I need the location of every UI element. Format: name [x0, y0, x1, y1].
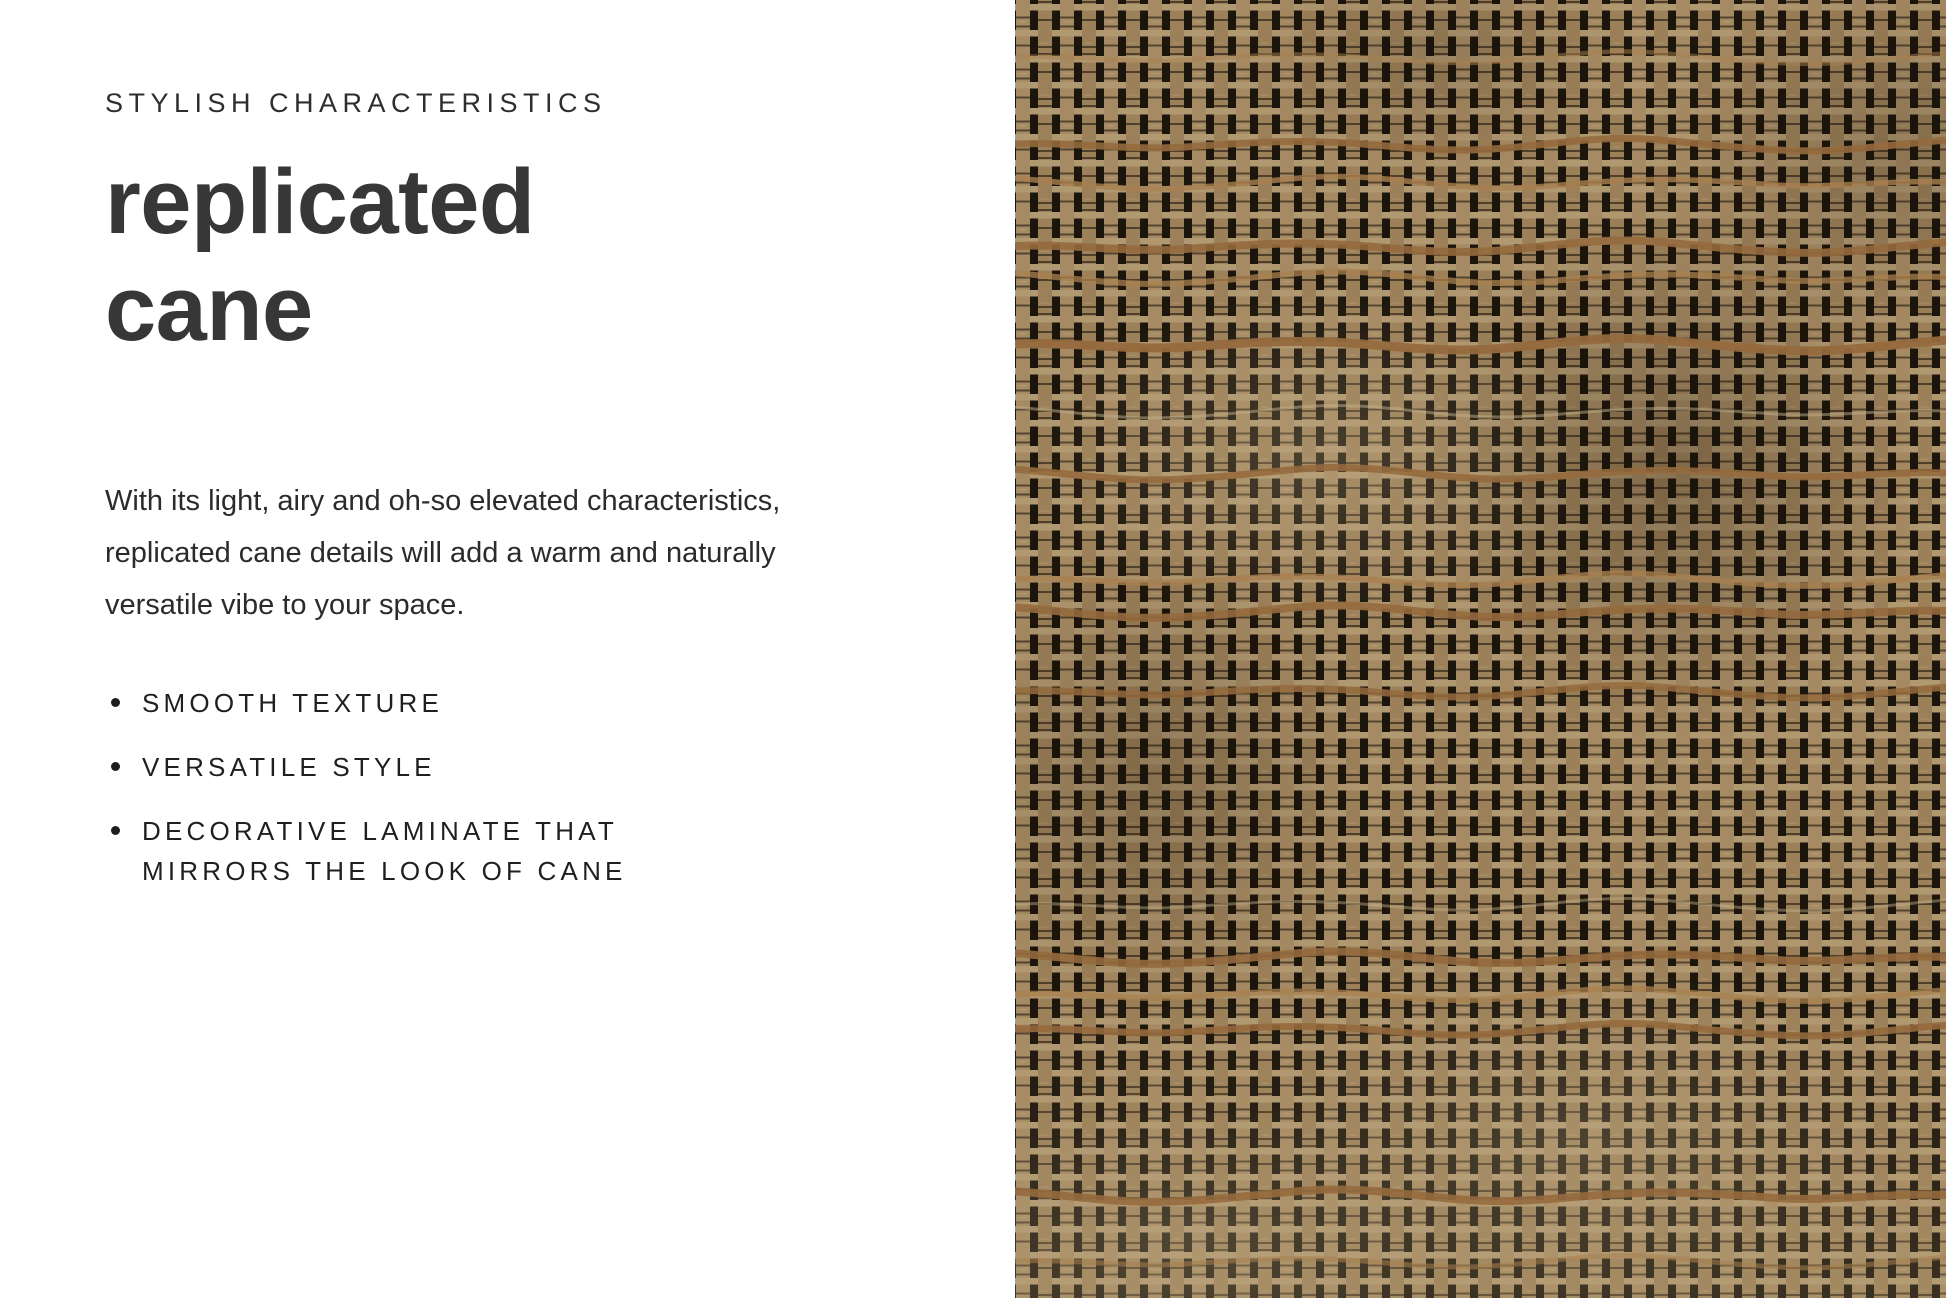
- list-item: [105, 683, 975, 723]
- feature-line: MIRRORS THE LOOK OF CANE: [142, 856, 627, 886]
- bullet-icon: [111, 762, 120, 771]
- feature-list: [105, 683, 975, 891]
- bullet-icon: [111, 698, 120, 707]
- grain-overlay: [1015, 0, 1946, 1298]
- list-item: [105, 747, 975, 787]
- eyebrow-heading: STYLISH CHARACTERISTICS: [105, 88, 607, 118]
- description-line: versatile vibe to your space.: [105, 589, 465, 621]
- feature-text: [142, 683, 443, 723]
- list-item: [105, 811, 975, 891]
- description-paragraph: [105, 475, 975, 631]
- feature-line: SMOOTH TEXTURE: [142, 688, 444, 718]
- title-line-2: cane: [105, 258, 313, 360]
- page-title: [105, 149, 975, 363]
- description-line: With its light, airy and oh-so elevated characteristics,: [105, 485, 781, 517]
- description-line: replicated cane details will add a warm and naturally: [105, 537, 776, 569]
- bullet-icon: [111, 826, 120, 835]
- title-line-1: replicated: [105, 151, 535, 253]
- feature-text: [142, 747, 436, 787]
- feature-line: DECORATIVE LAMINATE THAT: [142, 816, 618, 846]
- feature-line: VERSATILE STYLE: [142, 752, 436, 782]
- texture-panel: [1015, 0, 1946, 1298]
- feature-text: [142, 811, 627, 891]
- cane-texture-image: [1015, 0, 1946, 1298]
